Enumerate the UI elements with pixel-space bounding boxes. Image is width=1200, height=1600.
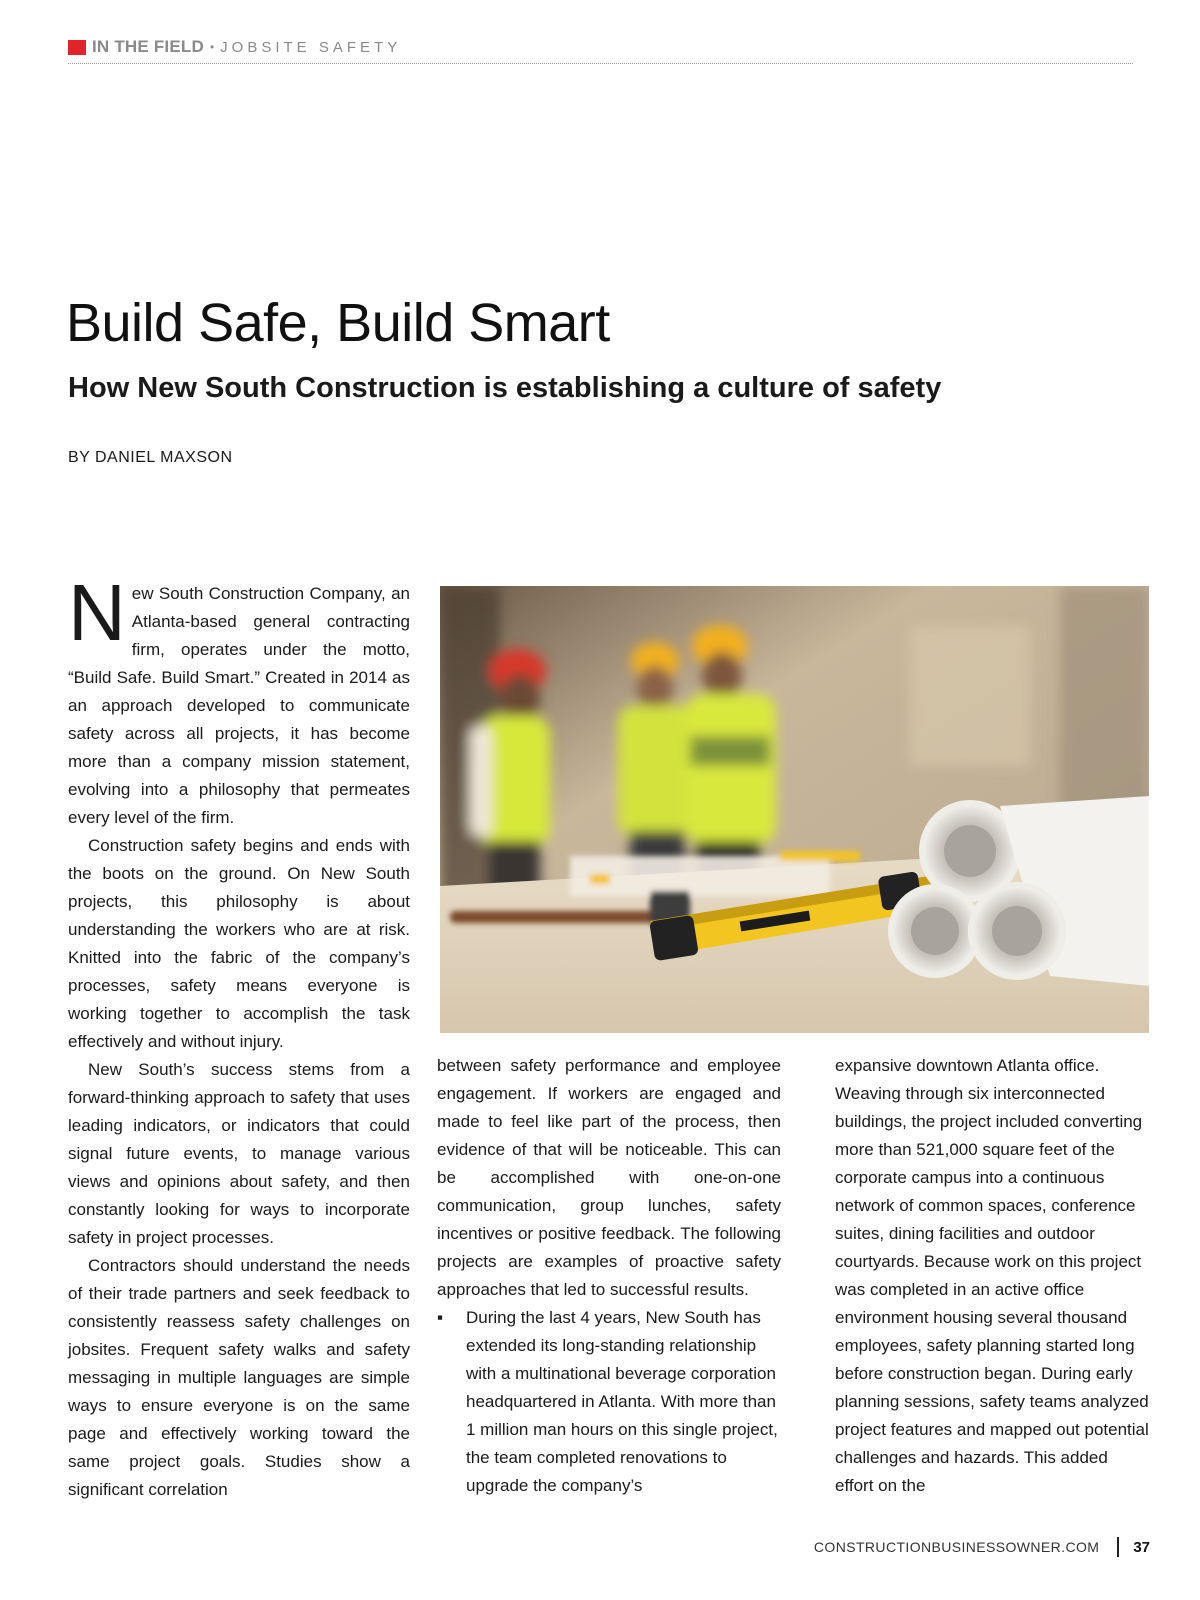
section-name: IN THE FIELD	[92, 37, 204, 56]
project-list	[437, 1304, 781, 1500]
section-separator: •	[209, 40, 215, 54]
drop-cap: N	[68, 568, 126, 657]
page-footer	[814, 1537, 1150, 1557]
list-item: ▪ During the last 4 years, New South has extended its long-standing relationship with a multinational beverage corporation headquartered in Atlanta. With more than 1 million man hours on this single project, the team completed renovations to upgrade the company’s	[437, 1304, 781, 1500]
article-subtitle: How New South Construction is establishing a culture of safety	[68, 372, 942, 404]
article-photo	[440, 586, 1149, 1033]
article-column-2	[437, 1052, 781, 1500]
section-flag-icon	[68, 40, 86, 55]
paragraph: expansive downtown Atlanta office. Weaving through six interconnected buildings, the project included converting more than 521,000 square feet of the corporate campus into a continuous network of common spaces, conference suites, dining facilities and outdoor courtyards. Because work on this project was completed in an active office environment housing several thousand employees, safety planning started long before construction began. During early planning sessions, safety teams analyzed project features and mapped out potential challenges and hazards. This added effort on the	[835, 1056, 1149, 1495]
article-title: Build Safe, Build Smart	[66, 293, 610, 353]
footer-divider	[1117, 1537, 1119, 1557]
construction-workers-photo	[440, 586, 1149, 1033]
section-topic: JOBSITE SAFETY	[220, 38, 402, 56]
article-column-1	[68, 568, 410, 1504]
section-header	[68, 37, 401, 57]
paragraph: New South’s success stems from a forward-thinking approach to safety that uses leading indicators, or indicators that could signal future events, to manage various views and opinions about safety, and then constantly looking for ways to incorporate safety in project processes.	[68, 1060, 410, 1247]
article-byline: BY DANIEL MAXSON	[68, 449, 233, 466]
paragraph: Contractors should understand the needs of their trade partners and seek feedback to consistently reassess safety challenges on jobsites. Frequent safety walks and safety messaging in multiple languages are simple ways to ensure everyone is on the same page and effectively working toward the same project goals. Studies show a significant correlation	[68, 1256, 410, 1499]
paragraph-text: ew South Construction Company, an Atlanta-based general contracting firm, operates under the motto, “Build Safe. Build Smart.” Created in 2014 as an approach developed to communicate safety across all projects, it has become more than a company mission statement, evolving into a philosophy that permeates every level of the firm.	[68, 584, 410, 827]
paragraph: between safety performance and employee engagement. If workers are engaged and made to feel like part of the process, then evidence of that will be noticeable. This can be accomplished with one-on-one communication, group lunches, safety incentives or positive feedback. The following projects are examples of proactive safety approaches that led to successful results.	[437, 1056, 781, 1299]
paragraph	[68, 568, 410, 832]
page-number: 37	[1133, 1538, 1150, 1556]
header-divider	[68, 63, 1133, 64]
article-column-3	[835, 1052, 1149, 1500]
paragraph: Construction safety begins and ends with the boots on the ground. On New South projects, this philosophy is about understanding the workers who are at risk. Knitted into the fabric of the company’s processes, safety means everyone is working together to accomplish the task effectively and without injury.	[68, 836, 410, 1051]
website-url: CONSTRUCTIONBUSINESSOWNER.COM	[813, 1539, 1100, 1555]
